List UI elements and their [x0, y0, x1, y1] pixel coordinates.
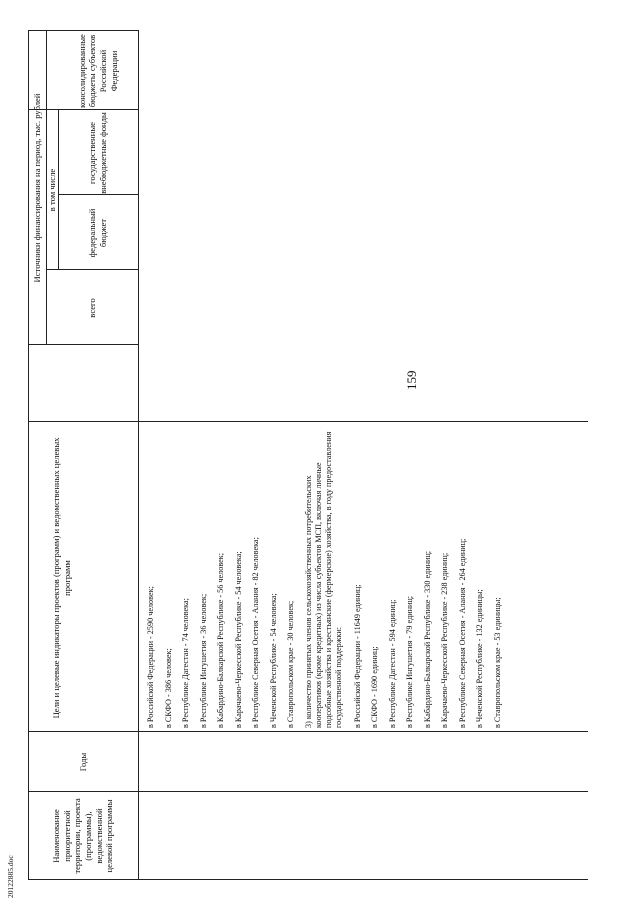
table-left-border	[28, 879, 588, 880]
header-name: Наименование приоритетной территории, проекта (программы), ведомственной целевой программы	[50, 798, 115, 874]
header-including: в том числе	[46, 168, 57, 212]
header-state-funds: государственные внебюджетные фонды	[87, 112, 108, 194]
goal-row: в Кабардино-Балкарской Республике - 330 единиц;	[422, 551, 432, 728]
col-divider-3	[28, 421, 588, 422]
header-total: всего	[86, 298, 97, 318]
goal-row: в Республике Дагестан - 594 единиц;	[387, 599, 397, 728]
header-federal: федеральный бюджет	[87, 208, 108, 258]
goal-row: в Республике Северная Осетия - Алания - 264 единиц;	[457, 538, 467, 728]
col-divider-1	[28, 791, 588, 792]
including-header-line	[58, 110, 59, 270]
goal-row: в Республике Северная Осетия - Алания - 82 человека;	[251, 537, 260, 728]
goal-row: в Чеченской Республике - 54 человека;	[268, 593, 278, 728]
header-regional: консолидированные бюджеты субъектов Российской Федерации	[76, 34, 119, 108]
goal-row: в Республике Ингушетия - 79 единиц;	[405, 595, 414, 728]
goal-row: в Российской Федерации - 11649 единиц;	[352, 584, 362, 728]
rotated-page	[28, 30, 588, 880]
goal-row: в СКФО - 1690 единиц;	[370, 646, 379, 728]
goal-row: в Карачаево-Черкесской Республике - 238 единиц;	[440, 552, 449, 728]
col-divider-6	[58, 194, 138, 195]
header-years: Годы	[77, 752, 88, 772]
table-right-border	[28, 30, 138, 31]
goal-row: 3) количество принятых членов сельскохозяйственных потребительских кооперативов (кроме кредитных) из числа субъектов МСП, включая личные подсобные хозяйства и крестьянские (фермерские) хозяйства, в году предоставления государственной поддержки:	[303, 431, 344, 728]
col-divider-2	[28, 731, 588, 732]
goal-row: в СКФО - 386 человек;	[163, 648, 173, 728]
col-divider-5	[46, 269, 138, 270]
goal-row: в Республике Дагестан - 74 человека;	[181, 598, 190, 728]
goal-row: в Кабардино-Балкарской Республике - 56 человек;	[216, 552, 225, 728]
doc-filename: 20122885.doc	[6, 855, 15, 898]
goal-row: в Российской Федерации - 2590 человек;	[146, 586, 155, 728]
goal-row: в Карачаево-Черкесской Республике - 54 человека;	[233, 551, 243, 728]
header-goals: Цели и целевые индикаторы проектов (программ) и ведомственных целевых программ	[51, 437, 72, 719]
goal-row: в Ставропольском крае - 53 единицы;	[492, 597, 502, 728]
col-divider-4	[28, 344, 138, 345]
goal-row: в Ставропольском крае - 30 человек;	[286, 600, 295, 728]
header-funding: Источники финансирования на период, тыс. рублей	[31, 93, 42, 283]
header-bottom-border	[138, 30, 139, 880]
goal-row: в Чеченской Республике - 132 единицы;	[475, 589, 484, 728]
goal-row: в Республике Ингушетия - 36 человек;	[198, 593, 208, 728]
page-number: 159	[404, 370, 419, 390]
